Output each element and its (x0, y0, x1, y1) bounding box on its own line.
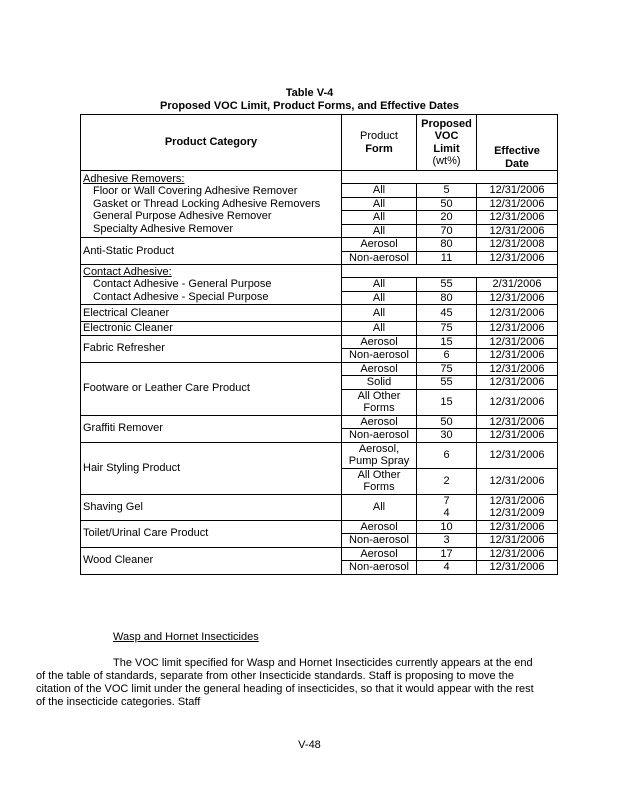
blank-cell (342, 171, 558, 184)
category-wood-cleaner: Wood Cleaner (81, 547, 342, 574)
table-row (81, 335, 558, 349)
form-cell: Non-aerosol (342, 429, 417, 443)
date-cell: 12/31/2006 (477, 197, 558, 211)
form-cell: All Other Forms (342, 389, 417, 415)
date-cell: 12/31/2006 12/31/2009 (477, 494, 558, 520)
date-cell: 12/31/2006 (477, 442, 558, 468)
date-cell: 12/31/2006 (477, 389, 558, 415)
limit-cell: 6 (417, 442, 477, 468)
date-cell: 12/31/2006 (477, 335, 558, 349)
limit-cell: 11 (417, 251, 477, 265)
limit-cell: 45 (417, 305, 477, 322)
limit-cell: 6 (417, 349, 477, 363)
form-cell: All (342, 224, 417, 238)
table-subtitle: Proposed VOC Limit, Product Forms, and Effective Dates (160, 100, 459, 112)
limit-cell: 2 (417, 468, 477, 494)
category-anti-static: Anti-Static Product (81, 238, 342, 265)
limit-cell: 75 (417, 322, 477, 336)
table-row (81, 171, 558, 184)
blank-cell (342, 265, 558, 278)
form-cell: All (342, 322, 417, 336)
date-cell: 12/31/2006 (477, 520, 558, 534)
date-cell: 12/31/2006 (477, 322, 558, 336)
section-heading: Wasp and Hornet Insecticides (113, 631, 259, 643)
table-row (81, 442, 558, 468)
category-fabric-refresher: Fabric Refresher (81, 335, 342, 362)
table-row (81, 238, 558, 252)
date-cell: 12/31/2006 (477, 291, 558, 305)
date-cell: 2/31/2006 (477, 278, 558, 292)
category-adhesive-removers: Adhesive Removers: Floor or Wall Covering Adhesive Remover Gasket or Thread Locking Adhesive Removers General Purpose Adhesive Remover Specialty Adhesive Remover (81, 171, 342, 238)
form-cell: All (342, 278, 417, 292)
limit-cell: 50 (417, 197, 477, 211)
form-cell: All (342, 305, 417, 322)
category-graffiti-remover: Graffiti Remover (81, 415, 342, 442)
date-cell: 12/31/2006 (477, 376, 558, 390)
date-cell: 12/31/2006 (477, 211, 558, 225)
category-electrical-cleaner: Electrical Cleaner (81, 305, 342, 322)
category-footware: Footware or Leather Care Product (81, 362, 342, 415)
form-cell: All Other Forms (342, 468, 417, 494)
form-cell: Aerosol (342, 520, 417, 534)
table-row (81, 494, 558, 520)
form-cell: Non-aerosol (342, 534, 417, 548)
page-number: V-48 (298, 739, 321, 751)
limit-cell: 5 (417, 184, 477, 198)
form-cell: Non-aerosol (342, 251, 417, 265)
date-cell: 12/31/2006 (477, 184, 558, 198)
body-paragraph (36, 657, 536, 709)
table-title: Table V-4 (285, 87, 334, 99)
form-cell: Aerosol (342, 238, 417, 252)
form-cell: Non-aerosol (342, 561, 417, 575)
date-cell: 12/31/2006 (477, 547, 558, 561)
voc-limits-table (80, 114, 558, 575)
form-cell: Non-aerosol (342, 349, 417, 363)
limit-cell: 50 (417, 415, 477, 429)
table-row (81, 547, 558, 561)
limit-cell: 10 (417, 520, 477, 534)
table-row (81, 415, 558, 429)
table-row (81, 305, 558, 322)
form-cell: All (342, 184, 417, 198)
limit-cell: 15 (417, 335, 477, 349)
date-cell: 12/31/2006 (477, 224, 558, 238)
date-cell: 12/31/2006 (477, 429, 558, 443)
limit-cell: 30 (417, 429, 477, 443)
limit-cell: 80 (417, 291, 477, 305)
limit-cell: 15 (417, 389, 477, 415)
form-cell: Aerosol (342, 415, 417, 429)
table-row (81, 362, 558, 376)
header-product-category: Product Category (81, 115, 342, 171)
table-row (81, 520, 558, 534)
date-cell: 12/31/2006 (477, 305, 558, 322)
limit-cell: 75 (417, 362, 477, 376)
date-cell: 12/31/2006 (477, 561, 558, 575)
table-header-row (81, 115, 558, 171)
limit-cell: 55 (417, 278, 477, 292)
form-cell: All (342, 291, 417, 305)
limit-cell: 20 (417, 211, 477, 225)
category-hair-styling: Hair Styling Product (81, 442, 342, 494)
form-cell: Aerosol (342, 362, 417, 376)
limit-cell: 80 (417, 238, 477, 252)
header-effective-date: Effective Date (477, 115, 558, 171)
form-cell: Aerosol (342, 335, 417, 349)
date-cell: 12/31/2006 (477, 534, 558, 548)
paragraph-text: The VOC limit specified for Wasp and Hornet Insecticides currently appears at the end of the table of standards, separate from other Insecticide standards. Staff is proposing to move the citation of the VOC limit under the general heading of insecticides, so that it would appear with the rest of the insecticide categories. Staff (36, 657, 534, 708)
category-contact-adhesive: Contact Adhesive: Contact Adhesive - General Purpose Contact Adhesive - Special Purpose (81, 265, 342, 305)
category-shaving-gel: Shaving Gel (81, 494, 342, 520)
category-electronic-cleaner: Electronic Cleaner (81, 322, 342, 336)
header-product-form: Product Form (342, 115, 417, 171)
date-cell: 12/31/2006 (477, 251, 558, 265)
category-toilet-urinal: Toilet/Urinal Care Product (81, 520, 342, 547)
limit-cell: 7 4 (417, 494, 477, 520)
date-cell: 12/31/2008 (477, 238, 558, 252)
limit-cell: 70 (417, 224, 477, 238)
form-cell: Aerosol, Pump Spray (342, 442, 417, 468)
date-cell: 12/31/2006 (477, 349, 558, 363)
limit-cell: 55 (417, 376, 477, 390)
form-cell: All (342, 494, 417, 520)
form-cell: All (342, 197, 417, 211)
date-cell: 12/31/2006 (477, 362, 558, 376)
date-cell: 12/31/2006 (477, 468, 558, 494)
form-cell: Solid (342, 376, 417, 390)
date-cell: 12/31/2006 (477, 415, 558, 429)
limit-cell: 17 (417, 547, 477, 561)
limit-cell: 3 (417, 534, 477, 548)
header-voc-limit: Proposed VOC Limit (wt%) (417, 115, 477, 171)
limit-cell: 4 (417, 561, 477, 575)
table-row (81, 322, 558, 336)
form-cell: Aerosol (342, 547, 417, 561)
form-cell: All (342, 211, 417, 225)
table-row (81, 265, 558, 278)
